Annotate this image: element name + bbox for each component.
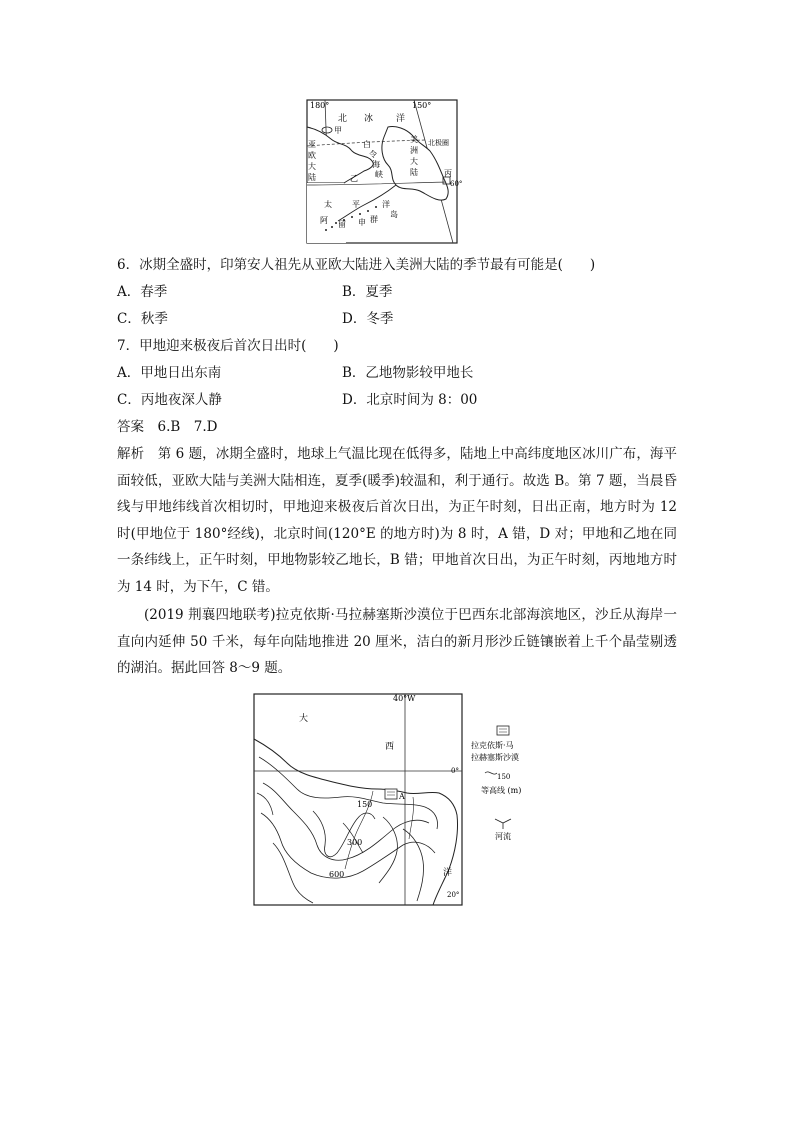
- legend-river-label: 河流: [495, 832, 511, 841]
- eurasia-char-2: 欧: [308, 151, 316, 160]
- america-char-3: 大: [410, 157, 418, 166]
- aleutian-char-4: 群: [370, 215, 378, 224]
- lat-20-label: 20°: [447, 891, 460, 899]
- question-6-option-a: A．春季: [117, 284, 168, 300]
- ocean-north-char-3: 洋: [396, 114, 406, 124]
- question-6-stem: 6．冰期全盛时，印第安人祖先从亚欧大陆进入美洲大陆的季节最有可能是( ): [117, 257, 596, 273]
- question-7-option-d: D．北京时间为 8：00: [342, 392, 478, 408]
- question-7-stem: 7．甲地迎来极夜后首次日出时( ): [117, 338, 339, 354]
- contour-150-label: 150: [357, 800, 373, 809]
- legend-contour-value: 150: [497, 773, 511, 781]
- contour-600-label: 600: [329, 870, 345, 879]
- strait-char-2: 令: [369, 150, 377, 159]
- aleutian-char-1: 阿: [320, 216, 328, 225]
- lon-40w-label: 40°W: [393, 694, 416, 703]
- question-6-options-row-2: [117, 306, 677, 332]
- legend-desert-symbol: [497, 726, 509, 735]
- question-7-option-a: A．甲地日出东南: [117, 365, 222, 381]
- question-7-options-row-1: [117, 360, 677, 386]
- pacific-char-1: 太: [324, 200, 332, 209]
- answer-line: 答案 6.B 7.D: [117, 419, 218, 435]
- lon-180-label: 180°: [310, 101, 330, 110]
- point-a-label: A: [399, 792, 405, 801]
- ocean-char-2: 西: [385, 742, 395, 752]
- legend-contour-label: 等高线 (m): [481, 786, 522, 795]
- aleutian-char-3: 申: [358, 218, 366, 227]
- question-7-option-b: B．乙地物影较甲地长: [342, 365, 474, 381]
- point-jia-label: 甲: [334, 126, 342, 135]
- ocean-north-char-1: 北: [338, 114, 348, 124]
- eurasia-char-1: 亚: [308, 140, 316, 149]
- question-7-option-c: C．丙地夜深人静: [117, 392, 222, 408]
- legend-desert-line-2: 拉赫塞斯沙漠: [471, 753, 519, 762]
- arctic-circle-label: 北极圈: [428, 139, 449, 147]
- aleutian-char-2: 留: [338, 220, 346, 229]
- pacific-char-3: 洋: [382, 200, 390, 209]
- ocean-north-char-2: 冰: [364, 114, 374, 124]
- strait-char-1: 白: [363, 140, 371, 149]
- america-char-4: 陆: [410, 168, 418, 177]
- question-6-option-d: D．冬季: [342, 311, 394, 327]
- strait-char-4: 峡: [375, 170, 383, 179]
- map-legend: [471, 726, 521, 841]
- question-6-option-b: B．夏季: [342, 284, 393, 300]
- analysis-paragraph: 解析 第 6 题，冰期全盛时，地球上气温比现在低得多，陆地上中高纬度地区冰川广布，海平面较低，亚欧大陆与美洲大陆相连，夏季(暖季)较温和，利于通行。故选 B。第 7 题，当晨昏线与甲地纬线首次相切时，甲地迎来极夜后首次日出，为正午时刻，日出正南，地方时为 12 时(甲地位于 180°经线)，北京时间(120°E 的地方时)为 8 时，A 错，D 对；甲地和乙地在同一条纬线上，正午时刻，甲地物影较乙地长，B 错；甲地首次日出，为正午时刻，丙地地方时为 14 时，为下午，C 错。: [117, 446, 677, 595]
- point-yi-label: 乙: [350, 174, 358, 183]
- point-bing-label: 丙: [444, 169, 452, 178]
- pacific-char-2: 平: [352, 200, 360, 209]
- legend-river-symbol: [495, 819, 511, 829]
- question-6-option-c: C．秋季: [117, 311, 168, 327]
- question-6-options-row-1: [117, 279, 677, 305]
- lat-60-label: 60°: [450, 180, 463, 188]
- intro-paragraph: (2019 荆襄四地联考)拉克依斯·马拉赫塞斯沙漠位于巴西东北部海滨地区，沙丘从海岸一直向内延伸 50 千米，每年向陆地推进 20 厘米，洁白的新月形沙丘链镶嵌着上千个晶莹剔透的湖泊。据此回答 8～9 题。: [117, 607, 677, 676]
- bering-strait-map: [306, 99, 463, 244]
- legend-desert-line-1: 拉克依斯·马: [471, 741, 514, 750]
- ocean-char-3: 洋: [443, 868, 453, 878]
- strait-char-3: 海: [372, 160, 380, 169]
- america-char-2: 洲: [410, 146, 418, 155]
- eurasia-char-4: 陆: [308, 173, 316, 182]
- question-7-options-row-2: [117, 387, 677, 413]
- lat-0-label: 0°: [451, 767, 459, 775]
- brazil-desert-map: [253, 693, 525, 907]
- eurasia-char-3: 大: [308, 162, 316, 171]
- ocean-char-1: 大: [299, 714, 309, 724]
- contour-300-label: 300: [347, 838, 363, 847]
- america-char-1: 美: [410, 135, 418, 144]
- aleutian-char-5: 岛: [390, 210, 398, 219]
- lon-150-label: 150°: [412, 101, 432, 110]
- legend-contour-symbol: [485, 772, 497, 774]
